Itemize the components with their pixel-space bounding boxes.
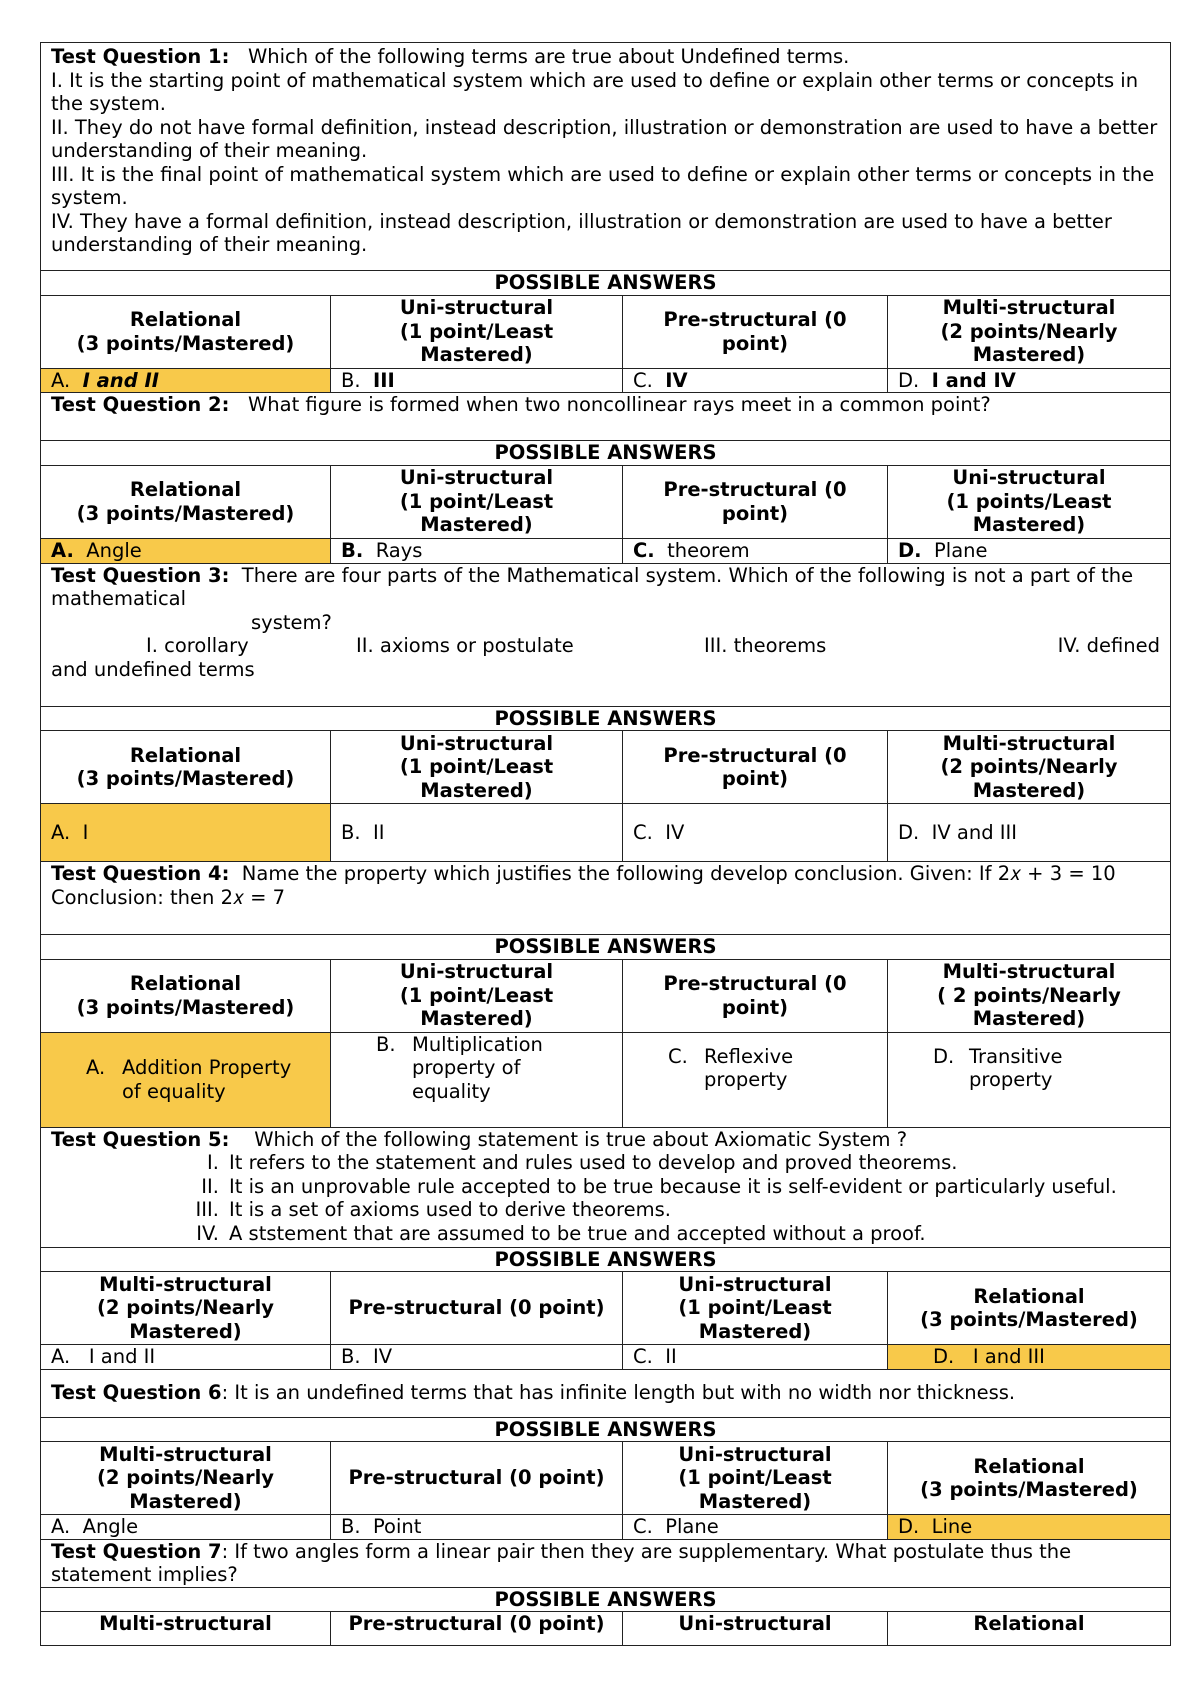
answer-b: B. Point bbox=[331, 1515, 623, 1540]
possible-answers-heading: POSSIBLE ANSWERS bbox=[41, 1587, 1171, 1612]
question-text-continued: system? bbox=[251, 610, 332, 634]
options-line bbox=[51, 634, 1160, 658]
question-label: Test Question 7 bbox=[51, 1539, 222, 1563]
question-4 bbox=[41, 862, 1171, 935]
header-cell: Relational (3 points/Mastered) bbox=[41, 731, 331, 804]
list-item: III. It is a set of axioms used to derive theorems. bbox=[195, 1198, 671, 1221]
question-6 bbox=[41, 1369, 1171, 1417]
header-cell: Uni-structural (1 point/Least Mastered) bbox=[331, 731, 623, 804]
question-text: There are four parts of the Mathematical system. Which of the following is not a part of the mathematical bbox=[51, 563, 1134, 610]
option-1: I. corollary bbox=[146, 634, 249, 657]
question-label: Test Question 4: bbox=[51, 862, 230, 885]
header-cell: Relational bbox=[888, 1612, 1171, 1646]
answer-b: B. II bbox=[331, 804, 623, 862]
header-cell: Pre-structural (0 point) bbox=[623, 295, 888, 368]
header-cell: Relational (3 points/Mastered) bbox=[41, 959, 331, 1032]
header-cell: Uni-structural (1 point/Least Mastered) bbox=[331, 295, 623, 368]
answer-d: D. IV and III bbox=[888, 804, 1171, 862]
answer-c: C. Reflexive property bbox=[623, 1032, 888, 1127]
list-item: IV. A ststement that are assumed to be true and accepted without a proof. bbox=[196, 1221, 926, 1245]
answer-b: B. Multiplication property of equality bbox=[331, 1032, 623, 1127]
header-cell: Pre-structural (0 point) bbox=[331, 1442, 623, 1515]
answer-b: B. Rays bbox=[331, 538, 623, 563]
question-text: : It is an undefined terms that has infinite length but with no width nor thickness. bbox=[221, 1381, 1016, 1405]
answer-d: D. Plane bbox=[888, 538, 1171, 563]
header-cell: Pre-structural (0 point) bbox=[331, 1272, 623, 1345]
answer-d: D. I and IV bbox=[888, 368, 1171, 393]
question-text: What figure is formed when two noncollinear rays meet in a common point? bbox=[248, 393, 991, 416]
header-cell: Multi-structural (2 points/Nearly Mastered) bbox=[41, 1442, 331, 1515]
statement-3: III. It is the final point of mathematical system which are used to define or explain other terms or concepts in the system. bbox=[51, 162, 1155, 209]
possible-answers-heading: POSSIBLE ANSWERS bbox=[41, 706, 1171, 731]
answer-c: C. theorem bbox=[623, 538, 888, 563]
answer-a: A. I and II bbox=[41, 368, 331, 393]
header-cell: Relational (3 points/Mastered) bbox=[41, 465, 331, 538]
header-cell: Pre-structural (0 point) bbox=[331, 1612, 623, 1646]
question-label: Test Question 5: bbox=[51, 1127, 230, 1151]
answer-c: C. IV bbox=[623, 804, 888, 862]
question-5 bbox=[41, 1127, 1171, 1247]
possible-answers-heading: POSSIBLE ANSWERS bbox=[41, 935, 1171, 960]
question-3 bbox=[41, 563, 1171, 706]
question-label: Test Question 2: bbox=[51, 393, 230, 416]
header-cell: Uni-structural (1 point/Least Mastered) bbox=[623, 1272, 888, 1345]
header-cell: Uni-structural (1 points/Least Mastered) bbox=[888, 465, 1171, 538]
test-questions-table bbox=[40, 42, 1171, 1646]
answer-c: C. Plane bbox=[623, 1515, 888, 1540]
question-conclusion: Conclusion: then 2𝑥 = 7 bbox=[51, 885, 286, 909]
header-cell: Multi-structural (2 points/Nearly Mastered) bbox=[41, 1272, 331, 1345]
question-text: Which of the following statement is true about Axiomatic System ? bbox=[254, 1127, 908, 1151]
possible-answers-heading: POSSIBLE ANSWERS bbox=[41, 1247, 1171, 1272]
question-text: : If two angles form a linear pair then they are supplementary. What postulate thus the statement implies? bbox=[51, 1539, 1072, 1586]
header-cell: Relational (3 points/Mastered) bbox=[888, 1442, 1171, 1515]
answer-d: D. I and III bbox=[888, 1345, 1171, 1370]
header-cell: Pre-structural (0 point) bbox=[623, 465, 888, 538]
answer-b: B. IV bbox=[331, 1345, 623, 1370]
option-2: II. axioms or postulate bbox=[356, 634, 574, 657]
answer-a: A. Angle bbox=[41, 538, 331, 563]
header-cell: Relational (3 points/Mastered) bbox=[41, 295, 331, 368]
question-label: Test Question 3: bbox=[51, 563, 230, 587]
statement-1: I. It is the starting point of mathematical system which are used to define or explain other terms or concepts in the system. bbox=[51, 68, 1139, 115]
answer-c: C. II bbox=[623, 1345, 888, 1370]
list-item: II. It is an unprovable rule accepted to be true because it is self-evident or particularly useful. bbox=[201, 1174, 1117, 1198]
header-cell: Multi-structural bbox=[41, 1612, 331, 1646]
statement-list bbox=[51, 1151, 1160, 1245]
answer-a: A. I and II bbox=[41, 1345, 331, 1370]
question-text: Name the property which justifies the following develop conclusion. Given: If 2𝑥 + 3 = 10 bbox=[241, 862, 1116, 885]
question-1 bbox=[41, 43, 1171, 271]
possible-answers-heading: POSSIBLE ANSWERS bbox=[41, 1417, 1171, 1442]
header-cell: Pre-structural (0 point) bbox=[623, 731, 888, 804]
statement-2: II. They do not have formal definition, instead description, illustration or demonstration are used to have a better understanding of their meaning. bbox=[51, 115, 1158, 162]
header-cell: Multi-structural ( 2 points/Nearly Mastered) bbox=[888, 959, 1171, 1032]
header-cell: Multi-structural (2 points/Nearly Mastered) bbox=[888, 295, 1171, 368]
answer-a: A. Addition Property of equality bbox=[41, 1032, 331, 1127]
statement-4: IV. They have a formal definition, instead description, illustration or demonstration are used to have a better understanding of their meaning. bbox=[51, 209, 1112, 256]
header-cell: Uni-structural (1 point/Least Mastered) bbox=[623, 1442, 888, 1515]
header-cell: Relational (3 points/Mastered) bbox=[888, 1272, 1171, 1345]
question-label: Test Question 1: bbox=[51, 45, 230, 68]
answer-b: B. III bbox=[331, 368, 623, 393]
question-2 bbox=[41, 393, 1171, 441]
header-cell: Uni-structural (1 point/Least Mastered) bbox=[331, 465, 623, 538]
question-text: Which of the following terms are true about Undefined terms. bbox=[248, 45, 850, 68]
possible-answers-heading: POSSIBLE ANSWERS bbox=[41, 441, 1171, 466]
question-label: Test Question 6 bbox=[51, 1381, 222, 1405]
question-7 bbox=[41, 1539, 1171, 1587]
header-cell: Multi-structural (2 points/Nearly Mastered) bbox=[888, 731, 1171, 804]
options-line-continued: and undefined terms bbox=[51, 657, 255, 681]
option-4: IV. defined bbox=[1057, 634, 1161, 657]
answer-c: C. IV bbox=[623, 368, 888, 393]
answer-a: A. I bbox=[41, 804, 331, 862]
answer-a: A. Angle bbox=[41, 1515, 331, 1540]
header-cell: Pre-structural (0 point) bbox=[623, 959, 888, 1032]
answer-d: D. Line bbox=[888, 1515, 1171, 1540]
answer-d: D. Transitive property bbox=[888, 1032, 1171, 1127]
possible-answers-heading: POSSIBLE ANSWERS bbox=[41, 271, 1171, 296]
list-item: I. It refers to the statement and rules used to develop and proved theorems. bbox=[207, 1151, 958, 1174]
option-3: III. theorems bbox=[704, 634, 827, 657]
header-cell: Uni-structural (1 point/Least Mastered) bbox=[331, 959, 623, 1032]
header-cell: Uni-structural bbox=[623, 1612, 888, 1646]
